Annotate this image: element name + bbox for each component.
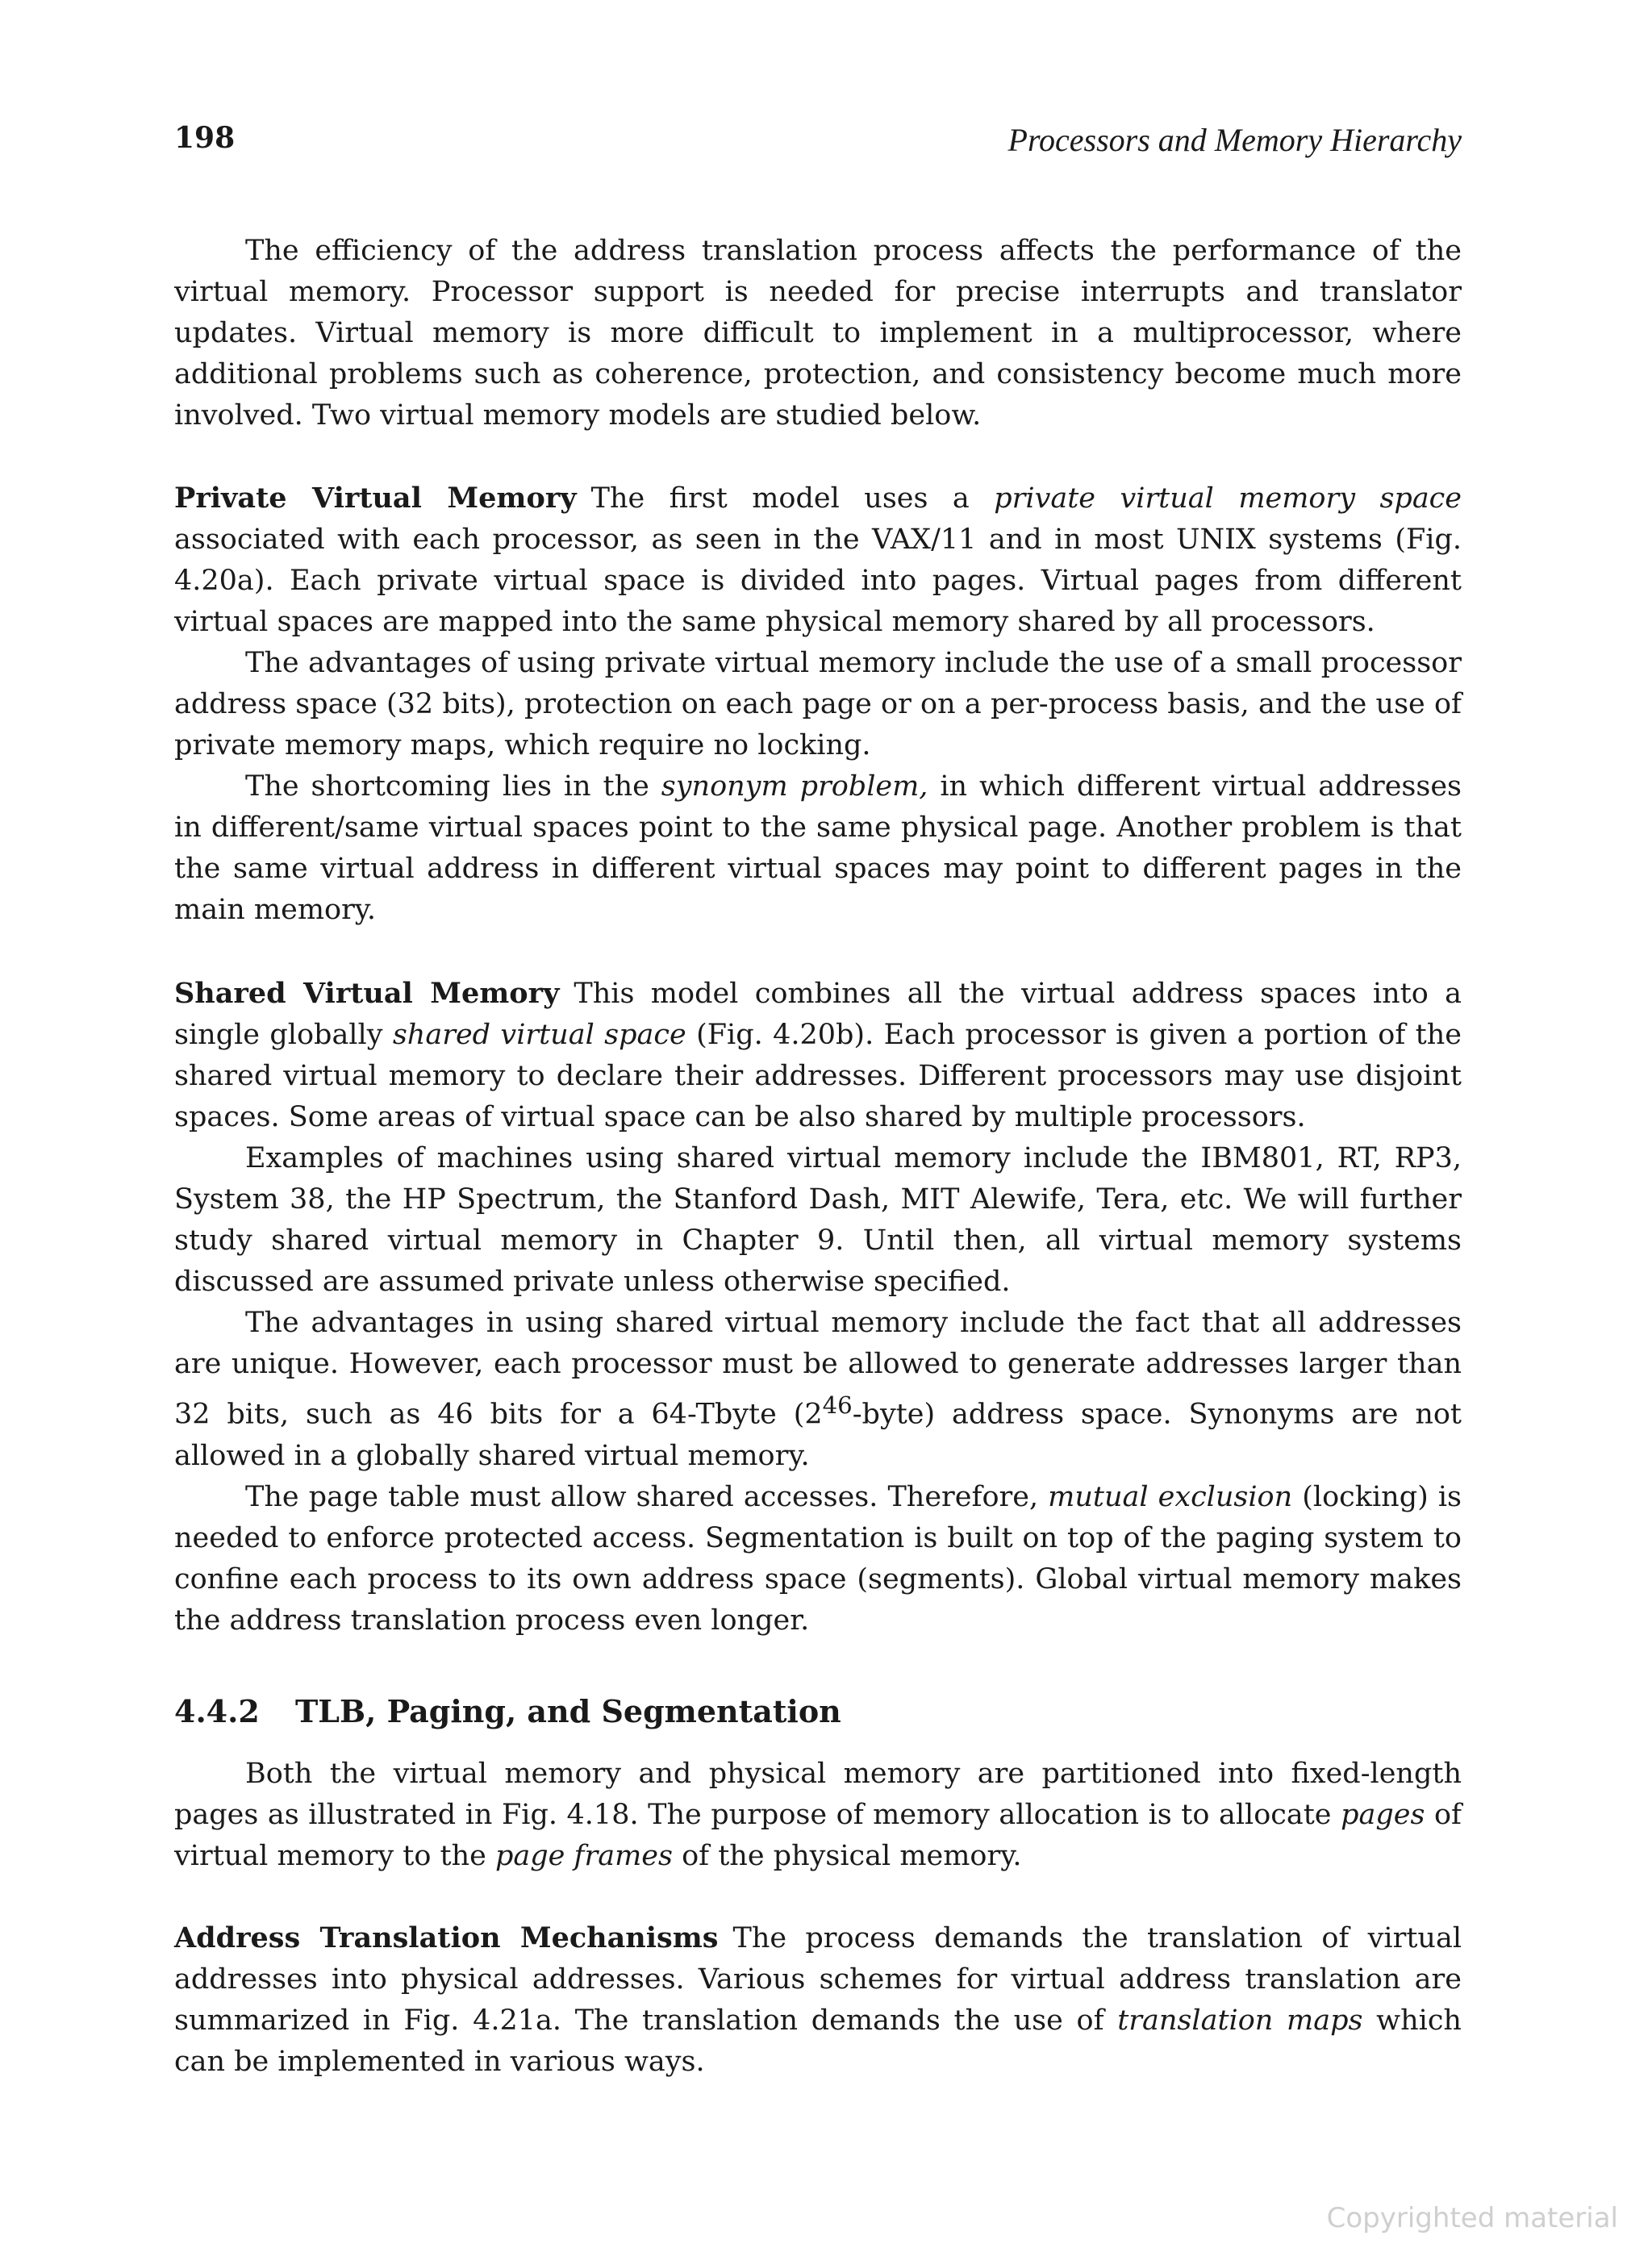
section-body (174, 1754, 1462, 1877)
section-title: TLB, Paging, and Segmentation (295, 1693, 841, 1729)
address-translation-paragraph: Address Translation Mechanisms The process demands the translation of virtual addresses into physical addresses. Various schemes for virtual address translation are summarized in Fig. 4.21a. The translation demands the use of translation maps which can be implemented in various ways. (174, 1921, 1462, 2078)
private-vm-paragraph-1: Private Virtual Memory The first model uses a private virtual memory space associated with each processor, as seen in the VAX/11 and in most UNIX systems (Fig. 4.20a). Each private virtual space is divided into pages. Virtual pages from different virtual spaces are mapped into the same physical memory shared by all processors. (174, 482, 1462, 638)
section-heading (174, 1691, 1462, 1732)
intro-paragraph: The efficiency of the address translation process affects the performance of the virtual memory. Processor support is needed for precise interrupts and translator updates. Virtual memory is more difficult to implement in a multiprocessor, where additional problems such as coherence, protection, and consistency become much more involved. Two virtual memory models are studied below. (174, 235, 1462, 432)
shared-vm-paragraph-2: Examples of machines using shared virtual memory include the IBM801, RT, RP3, System 38, the HP Spectrum, the Stanford Dash, MIT Alewife, Tera, etc. We will further study shared virtual memory in Chapter 9. Until then, all virtual memory systems discussed are assumed private unless otherwise specified. (174, 1142, 1462, 1298)
page-number: 198 (174, 121, 236, 155)
running-title: Processors and Memory Hierarchy (1007, 122, 1462, 158)
shared-vm-heading: Shared Virtual Memory (174, 977, 560, 1010)
intro-section (174, 231, 1462, 436)
private-vm-paragraph-3: The shortcoming lies in the synonym problem, in which different virtual addresses in different/same virtual spaces point to the same physical page. Another problem is that the same virtual address in different virtual spaces may point to different pages in the main memory. (174, 770, 1462, 926)
shared-vm-paragraph-1: Shared Virtual Memory This model combines all the virtual address spaces into a single globally shared virtual space (Fig. 4.20b). Each processor is given a portion of the shared virtual memory to declare their addresses. Different processors may use disjoint spaces. Some areas of virtual space can be also shared by multiple processors. (174, 977, 1462, 1133)
private-vm-section (174, 478, 1462, 931)
section-paragraph-1: Both the virtual memory and physical memory are partitioned into fixed-length pages as illustrated in Fig. 4.18. The purpose of memory allocation is to allocate pages of virtual memory to the page frames of the physical memory. (174, 1758, 1462, 1872)
shared-vm-paragraph-3: The advantages in using shared virtual memory include the fact that all addresses are unique. However, each processor must be allowed to generate addresses larger than 32 bits, such as 46 bits for a 64-Tbyte $(2^{46}-byte)$ address space. Synonyms are not allowed in a globally shared virtual memory. (174, 1307, 1462, 1472)
private-vm-heading: Private Virtual Memory (174, 482, 577, 515)
shared-vm-section (174, 973, 1462, 1641)
section-number: 4.4.2 (174, 1693, 260, 1729)
private-vm-paragraph-2: The advantages of using private virtual memory include the use of a small processor address space (32 bits), protection on each page or on a per-process basis, and the use of private memory maps, which require no locking. (174, 647, 1462, 761)
address-translation-section (174, 1917, 1462, 2083)
address-translation-heading: Address Translation Mechanisms (174, 1921, 719, 1954)
page-header (174, 121, 1462, 169)
copyright-watermark: Copyrighted material (1326, 2202, 1618, 2234)
section-4-4-2 (174, 1691, 1462, 1732)
shared-vm-paragraph-4: The page table must allow shared accesses. Therefore, mutual exclusion (locking) is needed to enforce protected access. Segmentation is built on top of the paging system to confine each process to its own address space (segments). Global virtual memory makes the address translation process even longer. (174, 1480, 1462, 1637)
